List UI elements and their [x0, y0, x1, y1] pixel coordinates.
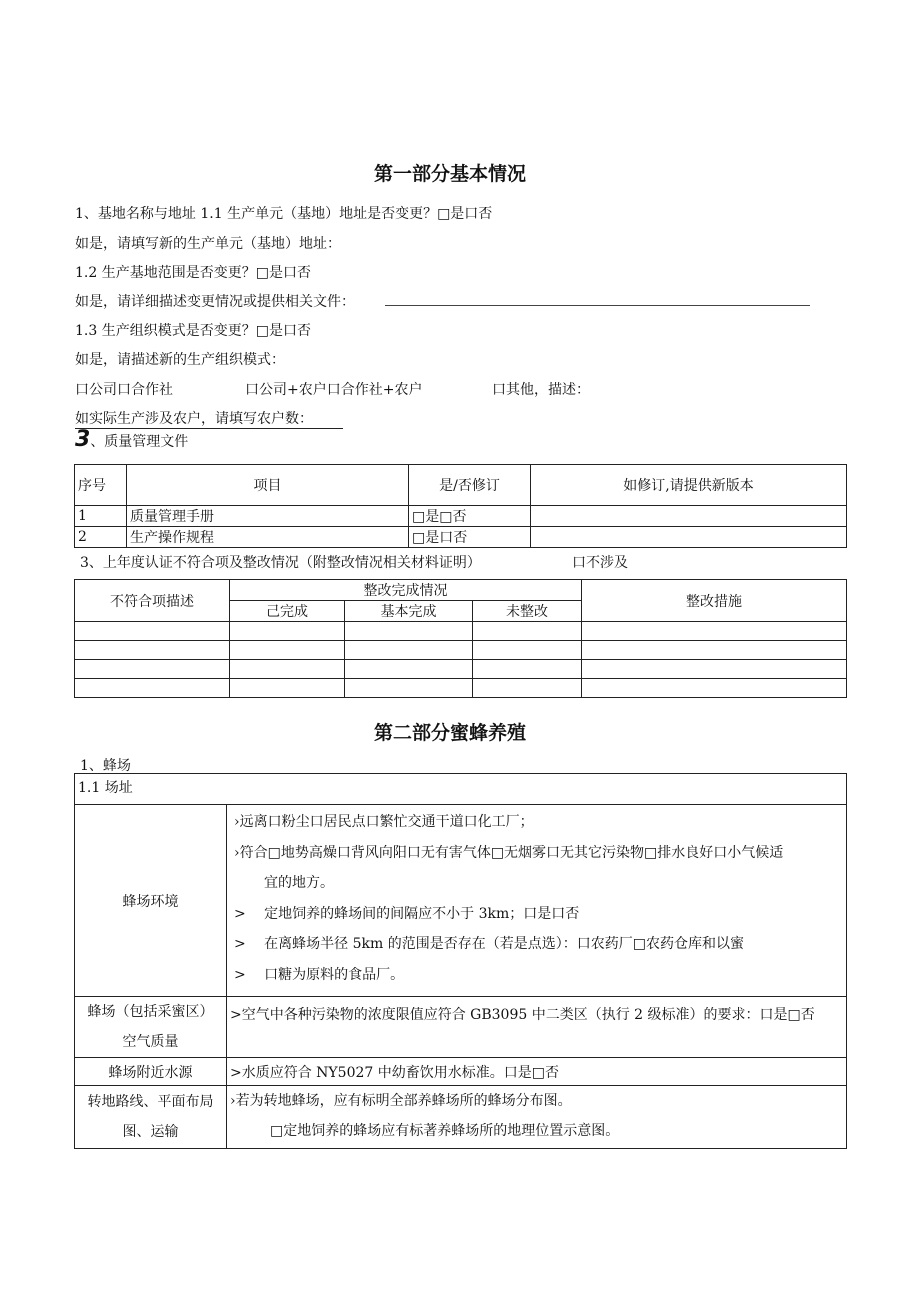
- table-row[interactable]: [75, 641, 847, 660]
- table-row[interactable]: [75, 622, 847, 641]
- apiary-heading: 1、蜂场: [80, 758, 131, 774]
- section3-number: 3: [75, 427, 91, 452]
- row-item: 质量管理手册: [127, 506, 409, 527]
- th-not-rectified: 未整改: [473, 601, 582, 622]
- air-label: [75, 997, 227, 1058]
- th-index: 序号: [75, 465, 127, 506]
- th-completion-group: 整改完成情况: [230, 580, 582, 601]
- part2-title: 第二部分蜜蜂养殖: [374, 722, 527, 744]
- air-label-line1: 蜂场（包括采蜜区）: [87, 1004, 214, 1020]
- scope-change-question: 1.2 生产基地范围是否变更？□是口否: [75, 265, 311, 281]
- revised-checkbox[interactable]: □是□否: [409, 506, 531, 527]
- route-content: [227, 1086, 847, 1149]
- revised-checkbox[interactable]: □是口否: [409, 527, 531, 548]
- mode-option-other[interactable]: 口其他，描述：: [492, 382, 590, 398]
- row-index: 2: [75, 527, 127, 548]
- quality-doc-table: [74, 464, 847, 548]
- site-heading: 1.1 场址: [75, 774, 847, 805]
- water-quality-check[interactable]: >水质应符合 NY5027 中幼畜饮用水标准。口是□否: [227, 1058, 847, 1086]
- th-basically-completed: 基本完成: [345, 601, 473, 622]
- scope-change-answer-line[interactable]: [385, 305, 810, 306]
- mode-option-company-coop[interactable]: 口公司口合作社: [75, 382, 173, 398]
- table-row[interactable]: [75, 679, 847, 698]
- table-row[interactable]: [75, 660, 847, 679]
- base-address-question: 1、基地名称与地址 1.1 生产单元（基地）地址是否变更？□是口否: [75, 206, 493, 222]
- section3-label: 、质量管理文件: [90, 434, 189, 450]
- env-line-2[interactable]: ›符合□地势高燥口背风向阳口无有害气体□无烟雾口无其它污染物□排水良好口小气候适: [234, 844, 784, 861]
- not-applicable-checkbox[interactable]: 口不涉及: [572, 555, 628, 571]
- section3-heading: [75, 427, 188, 452]
- env-line-5[interactable]: > 在离蜂场半径 5km 的范围是否存在（若是点选）：口农药厂□农药仓库和以蜜: [234, 936, 744, 952]
- table-row: [75, 506, 847, 527]
- row-index: 1: [75, 506, 127, 527]
- scope-change-prompt: 如是，请详细描述变更情况或提供相关文件：: [75, 294, 355, 310]
- env-content: [227, 805, 847, 997]
- air-label-line2: 空气质量: [122, 1034, 179, 1050]
- row-item: 生产操作规程: [127, 527, 409, 548]
- route-label-line1: 转地路线、平面布局: [87, 1094, 214, 1110]
- route-line-2[interactable]: □定地饲养的蜂场应有标著养蜂场所的地理位置示意图。: [270, 1123, 620, 1139]
- env-line-3: 宜的地方。: [264, 875, 334, 891]
- farmer-count-prompt[interactable]: 如实际生产涉及农户，请填写农户数：: [75, 408, 343, 429]
- org-mode-prompt: 如是，请描述新的生产组织模式：: [75, 352, 285, 368]
- th-item: 项目: [127, 465, 409, 506]
- water-label: 蜂场附近水源: [75, 1058, 227, 1086]
- th-description: 不符合项描述: [75, 580, 230, 622]
- env-label: 蜂场环境: [75, 805, 227, 997]
- route-line-1: ›若为转地蜂场，应有标明全部养蜂场所的蜂场分布图。: [230, 1093, 572, 1109]
- env-line-1[interactable]: ›远离口粉尘口居民点口繁忙交通干道口化工厂；: [234, 814, 534, 830]
- org-mode-question: 1.3 生产组织模式是否变更？□是口否: [75, 323, 311, 339]
- env-line-6[interactable]: > 口糖为原料的食品厂。: [234, 966, 405, 983]
- nonconformity-table: [74, 579, 847, 698]
- th-completed: 己完成: [230, 601, 345, 622]
- env-line-4[interactable]: > 定地饲养的蜂场间的间隔应不小于 3km；口是口否: [234, 905, 580, 922]
- new-version-cell[interactable]: [531, 527, 847, 548]
- nonconformity-heading: 3、上年度认证不符合项及整改情况（附整改情况相关材料证明）: [80, 555, 481, 571]
- route-label-line2: 图、运输: [122, 1124, 179, 1140]
- air-quality-check[interactable]: >空气中各种污染物的浓度限值应符合 GB3095 中二类区（执行 2 级标准）的要求：口是□否: [227, 997, 847, 1058]
- part1-title: 第一部分基本情况: [374, 163, 527, 185]
- new-version-cell[interactable]: [531, 506, 847, 527]
- route-label: [75, 1086, 227, 1149]
- mode-option-with-farmers[interactable]: 口公司+农户口合作社+农户: [245, 382, 423, 398]
- table-row: [75, 527, 847, 548]
- new-address-prompt: 如是，请填写新的生产单元（基地）地址：: [75, 236, 341, 252]
- th-revised: 是/否修订: [409, 465, 531, 506]
- apiary-table: [74, 773, 847, 1149]
- th-new-version: 如修订,请提供新版本: [531, 465, 847, 506]
- th-measures: 整改措施: [582, 580, 847, 622]
